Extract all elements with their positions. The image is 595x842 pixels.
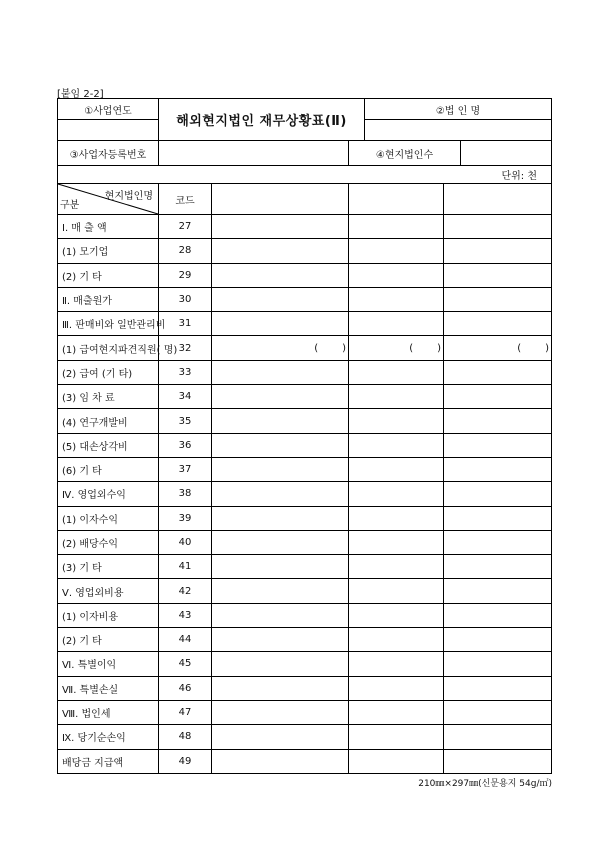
table-row (58, 263, 552, 287)
value-cell-2[interactable] (349, 360, 444, 384)
row-label: Ⅳ. 영업외수익 (58, 482, 159, 506)
subsidiary-name-header: 현지법인명 (104, 191, 153, 202)
value-cell-3[interactable] (444, 433, 552, 457)
value-cell-2[interactable] (349, 603, 444, 627)
table-row (58, 385, 552, 409)
table-row (58, 579, 552, 603)
table-row (58, 555, 552, 579)
table-row (58, 336, 552, 360)
value-cell-2[interactable] (349, 215, 444, 239)
row-code: 33 (159, 360, 212, 384)
subsidiary-col-3-header[interactable] (444, 184, 552, 215)
value-cell-1[interactable] (212, 628, 349, 652)
table-row (58, 312, 552, 336)
value-cell-2[interactable] (349, 579, 444, 603)
value-cell-3[interactable] (444, 700, 552, 724)
paren-close: ) (437, 342, 441, 354)
value-cell-1[interactable] (212, 725, 349, 749)
code-header: 코드 (159, 184, 212, 215)
row-code: 42 (159, 579, 212, 603)
value-cell-3[interactable] (444, 239, 552, 263)
table-row (58, 457, 552, 481)
row-code: 46 (159, 676, 212, 700)
row-label: (2) 급여 (기 타) (58, 360, 159, 384)
row-code: 36 (159, 433, 212, 457)
value-cell-1[interactable] (212, 385, 349, 409)
row-label: (4) 연구개발비 (58, 409, 159, 433)
table-row (58, 749, 552, 773)
table-row (58, 652, 552, 676)
value-cell-1[interactable] (212, 312, 349, 336)
value-cell-2[interactable] (349, 676, 444, 700)
row-label: (2) 배당수익 (58, 530, 159, 554)
row-code: 48 (159, 725, 212, 749)
row-label: Ⅴ. 영업외비용 (58, 579, 159, 603)
value-cell-3[interactable] (444, 263, 552, 287)
row-code: 35 (159, 409, 212, 433)
value-cell-2[interactable] (349, 409, 444, 433)
value-cell-1[interactable] (212, 482, 349, 506)
value-cell-2[interactable] (349, 336, 444, 360)
row-label: (5) 대손상각비 (58, 433, 159, 457)
row-label: Ⅵ. 특별이익 (58, 652, 159, 676)
value-cell-3[interactable] (444, 287, 552, 311)
value-cell-2[interactable] (349, 530, 444, 554)
value-cell-1[interactable] (212, 749, 349, 773)
row-label: (1) 모기업 (58, 239, 159, 263)
row-code: 41 (159, 555, 212, 579)
row-code: 28 (159, 239, 212, 263)
value-cell-3[interactable] (444, 385, 552, 409)
value-cell-3[interactable] (444, 603, 552, 627)
value-cell-1[interactable] (212, 360, 349, 384)
table-row (58, 215, 552, 239)
row-label: Ⅷ. 법인세 (58, 700, 159, 724)
form-title: 해외현지법인 재무상황표(Ⅱ) (159, 99, 365, 141)
row-code: 38 (159, 482, 212, 506)
value-cell-2[interactable] (349, 457, 444, 481)
row-label: 배당금 지급액 (58, 749, 159, 773)
paren-close: ) (545, 342, 550, 354)
value-cell-2[interactable] (349, 385, 444, 409)
unit-label: 단위: 천 (58, 166, 552, 184)
row-code: 43 (159, 603, 212, 627)
diagonal-header-cell (58, 184, 159, 215)
paren-open: ( (409, 342, 414, 354)
value-cell-3[interactable] (444, 312, 552, 336)
row-label: (1) 이자수익 (58, 506, 159, 530)
value-cell-2[interactable] (349, 700, 444, 724)
row-code: 44 (159, 628, 212, 652)
row-label: (3) 기 타 (58, 555, 159, 579)
value-cell-2[interactable] (349, 652, 444, 676)
value-cell-1[interactable] (212, 603, 349, 627)
corp-name-field[interactable] (365, 120, 552, 141)
row-code: 47 (159, 700, 212, 724)
value-cell-1[interactable] (212, 433, 349, 457)
value-cell-1[interactable] (212, 530, 349, 554)
row-code: 49 (159, 749, 212, 773)
value-cell-3[interactable] (444, 652, 552, 676)
row-code: 27 (159, 215, 212, 239)
row-label: (1) 급여현지파견직원( 명) (58, 336, 159, 360)
paren-close: ) (342, 342, 346, 354)
value-cell-2[interactable] (349, 312, 444, 336)
num-subsidiaries-field[interactable] (461, 141, 552, 166)
value-cell-3[interactable] (444, 409, 552, 433)
value-cell-1[interactable] (212, 700, 349, 724)
value-cell-3[interactable] (444, 579, 552, 603)
business-year-label: ①사업연도 (58, 99, 159, 120)
paren-open: ( (517, 342, 522, 354)
table-row (58, 506, 552, 530)
value-cell-3[interactable] (444, 628, 552, 652)
value-cell-1[interactable] (212, 215, 349, 239)
biz-reg-no-field[interactable] (159, 141, 349, 166)
value-cell-3[interactable] (444, 336, 552, 360)
value-cell-3[interactable] (444, 482, 552, 506)
row-code: 34 (159, 385, 212, 409)
value-cell-1[interactable] (212, 457, 349, 481)
value-cell-2[interactable] (349, 749, 444, 773)
value-cell-2[interactable] (349, 725, 444, 749)
row-code: 45 (159, 652, 212, 676)
business-year-field[interactable] (58, 120, 159, 141)
attachment-label: [붙임 2-2] (57, 89, 104, 100)
financial-status-form (57, 98, 552, 774)
row-code: 30 (159, 287, 212, 311)
value-cell-2[interactable] (349, 628, 444, 652)
table-row (58, 287, 552, 311)
value-cell-2[interactable] (349, 555, 444, 579)
value-cell-3[interactable] (444, 725, 552, 749)
value-cell-1[interactable] (212, 263, 349, 287)
row-code: 37 (159, 457, 212, 481)
table-row (58, 676, 552, 700)
table-row (58, 628, 552, 652)
row-label: Ⅲ. 판매비와 일반관리비 (58, 312, 159, 336)
table-row (58, 530, 552, 554)
data-rows (58, 215, 552, 774)
value-cell-3[interactable] (444, 749, 552, 773)
category-header: 구분 (60, 200, 80, 211)
value-cell-2[interactable] (349, 239, 444, 263)
value-cell-3[interactable] (444, 676, 552, 700)
value-cell-1[interactable] (212, 506, 349, 530)
row-label: (1) 이자비용 (58, 603, 159, 627)
value-cell-3[interactable] (444, 457, 552, 481)
value-cell-3[interactable] (444, 360, 552, 384)
value-cell-2[interactable] (349, 482, 444, 506)
table-row (58, 409, 552, 433)
value-cell-1[interactable] (212, 652, 349, 676)
paper-spec-footer: 210㎜×297㎜(신문용지 54g/㎡) (418, 779, 552, 789)
value-cell-2[interactable] (349, 506, 444, 530)
value-cell-1[interactable] (212, 287, 349, 311)
corp-name-label: ②법 인 명 (365, 99, 552, 120)
row-label: (6) 기 타 (58, 457, 159, 481)
subsidiary-col-1-header[interactable] (212, 184, 349, 215)
value-cell-3[interactable] (444, 530, 552, 554)
row-label: (3) 임 차 료 (58, 385, 159, 409)
biz-reg-no-label: ③사업자등록번호 (58, 141, 159, 166)
table-row (58, 603, 552, 627)
table-row (58, 239, 552, 263)
row-label: Ⅰ. 매 출 액 (58, 215, 159, 239)
row-code: 39 (159, 506, 212, 530)
value-cell-3[interactable] (444, 215, 552, 239)
row-label: Ⅸ. 당기순손익 (58, 725, 159, 749)
row-label: (2) 기 타 (58, 628, 159, 652)
value-cell-2[interactable] (349, 263, 444, 287)
value-cell-3[interactable] (444, 555, 552, 579)
value-cell-2[interactable] (349, 287, 444, 311)
value-cell-1[interactable] (212, 555, 349, 579)
value-cell-1[interactable] (212, 336, 349, 360)
value-cell-1[interactable] (212, 676, 349, 700)
num-subsidiaries-label: ④현지법인수 (349, 141, 461, 166)
row-label: Ⅶ. 특별손실 (58, 676, 159, 700)
subsidiary-col-2-header[interactable] (349, 184, 444, 215)
table-row (58, 700, 552, 724)
row-code: 31 (159, 312, 212, 336)
paren-open: ( (314, 342, 319, 354)
row-code: 40 (159, 530, 212, 554)
table-row (58, 433, 552, 457)
value-cell-1[interactable] (212, 409, 349, 433)
value-cell-1[interactable] (212, 579, 349, 603)
row-label: (2) 기 타 (58, 263, 159, 287)
row-code: 32 (159, 336, 212, 360)
table-row (58, 482, 552, 506)
table-row (58, 725, 552, 749)
value-cell-3[interactable] (444, 506, 552, 530)
table-row (58, 360, 552, 384)
value-cell-2[interactable] (349, 433, 444, 457)
value-cell-1[interactable] (212, 239, 349, 263)
row-code: 29 (159, 263, 212, 287)
row-label: Ⅱ. 매출원가 (58, 287, 159, 311)
